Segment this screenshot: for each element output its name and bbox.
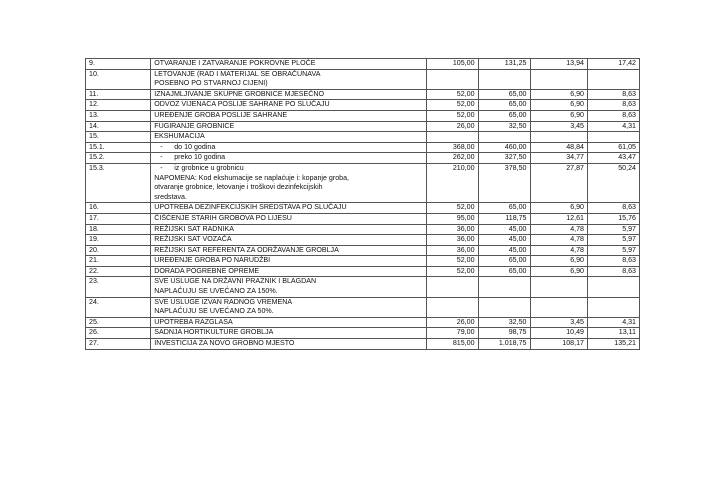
table-row <box>86 256 640 267</box>
price-cell-v4: 8,63 <box>588 266 640 277</box>
description-line: ODVOZ VIJENACA POSLIJE SAHRANE PO SLUČAJU <box>154 100 330 109</box>
description-line: REŽIJSKI SAT VOZAČA <box>154 235 232 244</box>
service-description <box>151 224 426 235</box>
price-cell-v1: 36,00 <box>426 235 478 246</box>
service-description <box>151 110 426 121</box>
description-line: OTVARANJE I ZATVARANJE POKROVNE PLOČE <box>154 59 316 67</box>
service-description <box>151 69 426 89</box>
description-line: SADNJA HORTIKULTURE GROBLJA <box>154 328 274 337</box>
note-line: NAPOMENA: Kod ekshumacije se naplaćuje i: kopanje groba, <box>154 173 350 182</box>
price-cell-v1: 105,00 <box>426 59 478 70</box>
price-cell-v1 <box>426 297 478 317</box>
price-cell-v3: 34,77 <box>530 153 588 164</box>
service-description <box>151 297 426 317</box>
service-description <box>151 100 426 111</box>
table-row <box>86 317 640 328</box>
service-description <box>151 121 426 132</box>
price-cell-v4 <box>588 132 640 143</box>
price-cell-v2: 32,50 <box>478 121 530 132</box>
description-line: LETOVANJE (RAD I MATERIJAL SE OBRAČUNAVA <box>154 69 321 78</box>
price-cell-v2: 32,50 <box>478 317 530 328</box>
price-cell-v2: 65,00 <box>478 266 530 277</box>
table-row <box>86 132 640 143</box>
price-cell-v1: 52,00 <box>426 266 478 277</box>
bullet-dash: - <box>160 163 163 172</box>
service-description <box>151 277 426 297</box>
price-cell-v4: 61,05 <box>588 142 640 153</box>
price-cell-v4: 17,42 <box>588 59 640 70</box>
description-line: UPOTREBA RAZGLASA <box>154 317 233 326</box>
description-line: SVE USLUGE NA DRŽAVNI PRAZNIK I BLAGDAN <box>154 277 317 286</box>
table-row <box>86 213 640 224</box>
table-row <box>86 59 640 70</box>
price-cell-v3: 4,78 <box>530 235 588 246</box>
service-description <box>151 142 426 153</box>
price-cell-v2: 98,75 <box>478 328 530 339</box>
price-cell-v3: 6,90 <box>530 203 588 214</box>
price-cell-v2: 131,25 <box>478 59 530 70</box>
description-line: FUGIRANJE GROBNICE <box>154 121 235 130</box>
price-cell-v2: 45,00 <box>478 235 530 246</box>
price-cell-v1: 815,00 <box>426 339 478 350</box>
price-cell-v3 <box>530 297 588 317</box>
price-cell-v2: 45,00 <box>478 245 530 256</box>
price-cell-v2: 378,50 <box>478 163 530 202</box>
row-number: 17. <box>86 213 151 224</box>
service-description <box>151 317 426 328</box>
price-cell-v2: 65,00 <box>478 100 530 111</box>
row-number: 9. <box>86 59 151 70</box>
service-description <box>151 245 426 256</box>
row-number: 23. <box>86 277 151 297</box>
row-number: 13. <box>86 110 151 121</box>
service-description <box>151 89 426 100</box>
price-cell-v4: 4,31 <box>588 121 640 132</box>
price-cell-v1 <box>426 132 478 143</box>
table-row <box>86 266 640 277</box>
price-cell-v4: 8,63 <box>588 89 640 100</box>
price-cell-v1: 79,00 <box>426 328 478 339</box>
price-table-body <box>86 59 640 350</box>
table-row <box>86 163 640 202</box>
description-line: UPOTREBA DEZINFEKCIJSKIH SREDSTAVA PO SLUČAJU <box>154 203 347 212</box>
row-number: 15. <box>86 132 151 143</box>
bullet-dash: - <box>160 153 163 162</box>
table-row <box>86 69 640 89</box>
price-cell-v2: 118,75 <box>478 213 530 224</box>
description-line: UREĐENJE GROBA POSLIJE SAHRANE <box>154 110 288 119</box>
price-cell-v3: 3,45 <box>530 317 588 328</box>
table-row <box>86 121 640 132</box>
note-line: otvaranje grobnice, letovanje i troškovi dezinfekcijskih <box>154 183 323 192</box>
price-cell-v3: 4,78 <box>530 245 588 256</box>
table-row <box>86 277 640 297</box>
table-row <box>86 339 640 350</box>
description-line: INVESTICIJA ZA NOVO GROBNO MJESTO <box>154 339 295 348</box>
description-line: POSEBNO PO STVARNOJ CIJENI) <box>154 79 268 88</box>
description-line: SVE USLUGE IZVAN RADNOG VREMENA <box>154 297 293 306</box>
row-number: 15.1. <box>86 142 151 153</box>
description-line: ČIŠĆENJE STARIH GROBOVA PO LIJESU <box>154 213 292 222</box>
description-line: NAPLAĆUJU SE UVEĆANO ZA 150%. <box>154 287 278 296</box>
price-cell-v2: 65,00 <box>478 89 530 100</box>
price-cell-v1: 52,00 <box>426 203 478 214</box>
price-cell-v1: 36,00 <box>426 224 478 235</box>
price-cell-v1 <box>426 277 478 297</box>
description-text: do 10 godina <box>174 142 216 151</box>
price-cell-v4: 5,97 <box>588 235 640 246</box>
price-cell-v4: 8,63 <box>588 203 640 214</box>
description-text: iz grobnice u grobnicu <box>174 163 244 172</box>
table-row <box>86 328 640 339</box>
note-line: sredstava. <box>154 192 187 201</box>
price-cell-v3: 6,90 <box>530 89 588 100</box>
price-cell-v1: 52,00 <box>426 256 478 267</box>
service-description <box>151 256 426 267</box>
service-description <box>151 153 426 164</box>
row-number: 24. <box>86 297 151 317</box>
price-cell-v2: 65,00 <box>478 203 530 214</box>
description-line: NAPLAĆUJU SE UVEĆANO ZA 50%. <box>154 307 274 316</box>
price-cell-v2: 1.018,75 <box>478 339 530 350</box>
service-description <box>151 266 426 277</box>
price-cell-v1 <box>426 69 478 89</box>
row-number: 26. <box>86 328 151 339</box>
price-cell-v1: 95,00 <box>426 213 478 224</box>
description-line: EKSHUMACIJA <box>154 132 205 141</box>
price-cell-v1: 52,00 <box>426 110 478 121</box>
description-line: IZNAJMLJIVANJE SKUPNE GROBNICE MJESEČNO <box>154 89 324 98</box>
price-cell-v1: 52,00 <box>426 89 478 100</box>
table-row <box>86 224 640 235</box>
description-line: DORADA POGREBNE OPREME <box>154 266 260 275</box>
price-cell-v4: 8,63 <box>588 256 640 267</box>
price-cell-v1: 52,00 <box>426 100 478 111</box>
price-cell-v4: 15,76 <box>588 213 640 224</box>
price-cell-v4: 135,21 <box>588 339 640 350</box>
price-cell-v2 <box>478 297 530 317</box>
table-row <box>86 142 640 153</box>
description-line: REŽIJSKI SAT REFERENTA ZA ODRŽAVANJE GROBLJA <box>154 245 339 254</box>
price-cell-v3: 3,45 <box>530 121 588 132</box>
service-description <box>151 203 426 214</box>
service-description <box>151 59 426 70</box>
service-description <box>151 235 426 246</box>
description-line: REŽIJSKI SAT RADNIKA <box>154 224 234 233</box>
row-number: 21. <box>86 256 151 267</box>
price-cell-v2: 460,00 <box>478 142 530 153</box>
price-cell-v1: 36,00 <box>426 245 478 256</box>
price-cell-v4: 5,97 <box>588 245 640 256</box>
price-cell-v3: 13,94 <box>530 59 588 70</box>
price-cell-v4 <box>588 277 640 297</box>
price-cell-v4 <box>588 297 640 317</box>
price-cell-v3 <box>530 132 588 143</box>
row-number: 15.3. <box>86 163 151 202</box>
service-description <box>151 339 426 350</box>
table-row <box>86 110 640 121</box>
description-line: UREĐENJE GROBA PO NARUDŽBI <box>154 256 271 265</box>
price-cell-v3: 4,78 <box>530 224 588 235</box>
price-cell-v4: 4,31 <box>588 317 640 328</box>
table-row <box>86 245 640 256</box>
price-cell-v2: 45,00 <box>478 224 530 235</box>
price-cell-v1: 26,00 <box>426 121 478 132</box>
price-cell-v4 <box>588 69 640 89</box>
description-line <box>154 143 422 153</box>
service-description <box>151 328 426 339</box>
price-cell-v3: 27,87 <box>530 163 588 202</box>
price-cell-v3: 10,49 <box>530 328 588 339</box>
price-cell-v1: 26,00 <box>426 317 478 328</box>
price-cell-v3: 108,17 <box>530 339 588 350</box>
row-number: 20. <box>86 245 151 256</box>
price-cell-v3 <box>530 277 588 297</box>
table-row <box>86 235 640 246</box>
price-cell-v4: 13,11 <box>588 328 640 339</box>
bullet-dash: - <box>160 142 163 151</box>
price-cell-v4: 8,63 <box>588 110 640 121</box>
row-number: 10. <box>86 69 151 89</box>
price-cell-v2: 65,00 <box>478 110 530 121</box>
price-cell-v1: 368,00 <box>426 142 478 153</box>
table-row <box>86 89 640 100</box>
table-row <box>86 153 640 164</box>
row-number: 19. <box>86 235 151 246</box>
description-line <box>154 153 422 163</box>
price-cell-v3: 6,90 <box>530 256 588 267</box>
price-cell-v1: 210,00 <box>426 163 478 202</box>
price-cell-v3 <box>530 69 588 89</box>
table-row <box>86 100 640 111</box>
table-row <box>86 297 640 317</box>
description-text: preko 10 godina <box>174 153 226 162</box>
row-number: 25. <box>86 317 151 328</box>
description-line <box>154 164 422 174</box>
row-number: 18. <box>86 224 151 235</box>
row-number: 15.2. <box>86 153 151 164</box>
price-cell-v4: 8,63 <box>588 100 640 111</box>
price-cell-v3: 48,84 <box>530 142 588 153</box>
row-number: 16. <box>86 203 151 214</box>
row-number: 12. <box>86 100 151 111</box>
price-cell-v2: 327,50 <box>478 153 530 164</box>
service-description <box>151 132 426 143</box>
price-cell-v4: 50,24 <box>588 163 640 202</box>
price-cell-v2 <box>478 132 530 143</box>
price-cell-v4: 5,97 <box>588 224 640 235</box>
price-cell-v2 <box>478 277 530 297</box>
price-cell-v2: 65,00 <box>478 256 530 267</box>
price-cell-v4: 43,47 <box>588 153 640 164</box>
price-cell-v3: 12,61 <box>530 213 588 224</box>
price-cell-v3: 6,90 <box>530 100 588 111</box>
row-number: 22. <box>86 266 151 277</box>
price-cell-v2 <box>478 69 530 89</box>
price-cell-v3: 6,90 <box>530 266 588 277</box>
row-number: 27. <box>86 339 151 350</box>
price-table <box>85 58 640 350</box>
table-row <box>86 203 640 214</box>
row-number: 11. <box>86 89 151 100</box>
price-cell-v1: 262,00 <box>426 153 478 164</box>
price-cell-v3: 6,90 <box>530 110 588 121</box>
service-description <box>151 163 426 202</box>
service-description <box>151 213 426 224</box>
row-number: 14. <box>86 121 151 132</box>
